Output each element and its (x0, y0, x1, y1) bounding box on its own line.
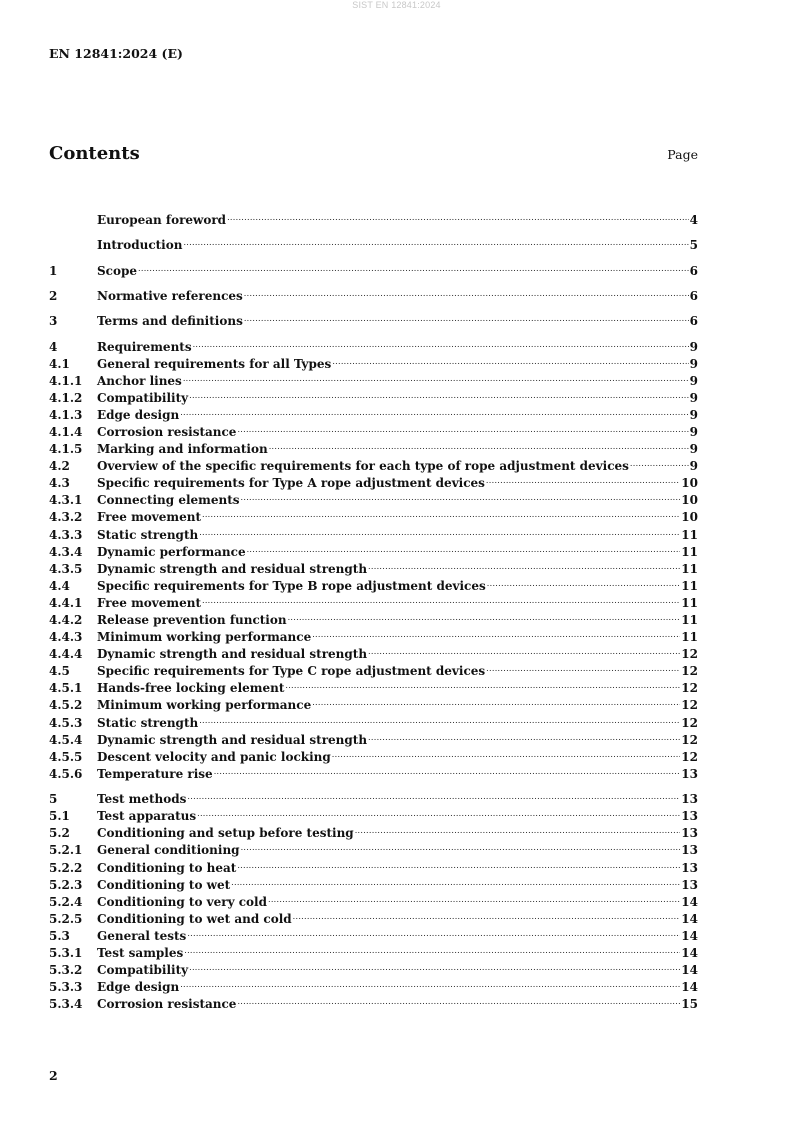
toc-entry-title[interactable]: General conditioning (97, 843, 240, 858)
toc-entry-number: 4.1.2 (49, 390, 83, 405)
toc-dot-leader (332, 744, 681, 761)
toc-entry-number: 5.2.2 (49, 860, 83, 875)
toc-entry-number: 4.4.3 (49, 630, 83, 645)
toc-entry-number: 5.3.4 (49, 997, 83, 1012)
toc-entry-number: 5.2.4 (49, 894, 83, 909)
toc-entry-title[interactable]: Overview of the specific requirements for each type of rope adjustment devices (97, 459, 629, 474)
toc-dot-leader (138, 258, 689, 275)
toc-entry-title[interactable]: Corrosion resistance (97, 424, 237, 439)
toc-dot-leader (269, 436, 689, 453)
toc-entry-number: 4.3.2 (49, 510, 83, 525)
toc-entry-page: 11 (681, 561, 698, 576)
toc-dot-leader (247, 539, 681, 556)
toc-entry-page: 13 (681, 826, 698, 841)
toc-entry-page: 6 (689, 314, 698, 329)
toc-dot-leader (189, 957, 680, 974)
toc-entry-number: 5.2 (49, 826, 70, 841)
toc-entry-page: 13 (681, 877, 698, 892)
toc-dot-leader (241, 487, 681, 504)
toc-entry-page: 10 (681, 493, 698, 508)
toc-entry-title[interactable]: Anchor lines (97, 373, 182, 388)
table-of-contents (49, 207, 698, 1012)
toc-entry-page: 12 (681, 681, 698, 696)
toc-entry-number: 4.3.3 (49, 527, 83, 542)
toc-dot-leader (202, 590, 680, 607)
toc-entry-page: 13 (681, 809, 698, 824)
toc-entry[interactable] (49, 308, 698, 329)
toc-dot-leader (312, 624, 680, 641)
toc-entry-title[interactable]: Requirements (97, 339, 192, 354)
toc-entry-number: 4.5.6 (49, 766, 83, 781)
toc-dot-leader (288, 607, 681, 624)
toc-dot-leader (268, 889, 680, 906)
toc-entry-page: 12 (681, 715, 698, 730)
toc-entry-number: 5.2.1 (49, 843, 83, 858)
toc-entry-number: 4.1.4 (49, 424, 83, 439)
toc-dot-leader (237, 419, 688, 436)
toc-entry-page: 14 (681, 963, 698, 978)
toc-dot-leader (244, 308, 689, 325)
toc-entry-title[interactable]: Conditioning and setup before testing (97, 826, 354, 841)
toc-entry-number: 5.3.3 (49, 980, 83, 995)
toc-entry-page: 11 (681, 595, 698, 610)
toc-entry-page: 9 (689, 356, 698, 371)
toc-entry[interactable] (49, 333, 698, 354)
toc-entry-page: 13 (681, 843, 698, 858)
toc-entry-page: 12 (681, 732, 698, 747)
toc-dot-leader (285, 675, 680, 692)
toc-entry-number: 1 (49, 263, 58, 278)
toc-entry-number: 5.2.3 (49, 877, 83, 892)
toc-dot-leader (237, 991, 680, 1008)
toc-entry-title[interactable]: European foreword (97, 213, 227, 228)
toc-entry-number: 4.5.5 (49, 749, 83, 764)
toc-entry-page: 6 (689, 288, 698, 303)
toc-entry-page: 9 (689, 373, 698, 388)
toc-entry-title[interactable]: Conditioning to wet (97, 877, 231, 892)
toc-entry-title[interactable]: Corrosion resistance (97, 997, 237, 1012)
toc-entry-page: 9 (689, 442, 698, 457)
toc-dot-leader (293, 906, 681, 923)
toc-entry-title[interactable]: General requirements for all Types (97, 356, 332, 371)
toc-entry-page: 14 (681, 928, 698, 943)
toc-entry-number: 4.5.3 (49, 715, 83, 730)
toc-entry-page: 12 (681, 749, 698, 764)
toc-entry-page: 14 (681, 911, 698, 926)
toc-entry-number: 5.2.5 (49, 911, 83, 926)
toc-entry-title[interactable]: Conditioning to wet and cold (97, 911, 292, 926)
toc-entry-page: 6 (689, 263, 698, 278)
toc-dot-leader (199, 521, 680, 538)
toc-entry-number: 4.1 (49, 356, 70, 371)
toc-dot-leader (237, 854, 680, 871)
toc-entry-title[interactable]: Dynamic strength and residual strength (97, 561, 368, 576)
toc-entry-number: 2 (49, 288, 58, 303)
toc-dot-leader (241, 837, 681, 854)
toc-dot-leader (202, 504, 680, 521)
toc-dot-leader (214, 761, 681, 778)
toc-entry-page: 11 (681, 578, 698, 593)
toc-entry-title[interactable]: Marking and information (97, 442, 268, 457)
page-column-label: Page (667, 147, 698, 162)
toc-entry-page: 9 (689, 407, 698, 422)
toc-dot-leader (184, 940, 680, 957)
toc-entry-title[interactable]: Free movement (97, 510, 201, 525)
toc-dot-leader (244, 283, 689, 300)
toc-entry-number: 4.3 (49, 476, 70, 491)
footer-page-number: 2 (49, 1068, 58, 1083)
toc-dot-leader (193, 333, 689, 350)
toc-entry-title[interactable]: Edge design (97, 980, 180, 995)
toc-dot-leader (231, 872, 680, 889)
toc-entry[interactable] (49, 232, 698, 253)
toc-entry-number: 5 (49, 792, 58, 807)
toc-entry[interactable] (49, 207, 698, 228)
toc-entry-number: 4.3.5 (49, 561, 83, 576)
toc-entry-title[interactable]: Static strength (97, 715, 199, 730)
toc-dot-leader (368, 727, 680, 744)
toc-entry-number: 5.3.2 (49, 963, 83, 978)
toc-entry-number: 3 (49, 314, 58, 329)
toc-entry-number: 4.4.2 (49, 613, 83, 627)
toc-entry-title[interactable]: Release prevention function (97, 613, 287, 627)
toc-entry-page: 10 (681, 476, 698, 491)
toc-dot-leader (368, 641, 680, 658)
toc-dot-leader (189, 385, 689, 402)
toc-dot-leader (227, 207, 689, 224)
toc-dot-leader (487, 573, 681, 590)
toc-entry-number: 4.5.1 (49, 681, 83, 696)
toc-entry-page: 11 (681, 544, 698, 559)
toc-entry-page: 9 (689, 339, 698, 354)
toc-entry-page: 14 (681, 980, 698, 995)
toc-entry-title[interactable]: Specific requirements for Type A rope adjustment devices (97, 476, 485, 491)
toc-entry-title[interactable]: Terms and definitions (97, 314, 243, 329)
toc-entry-page: 13 (681, 792, 698, 807)
toc-entry-title[interactable]: Dynamic performance (97, 544, 246, 559)
document-id: EN 12841:2024 (E) (49, 46, 183, 61)
watermark: SIST EN 12841:2024 (352, 0, 441, 10)
toc-entry-title[interactable]: Dynamic strength and residual strength (97, 647, 368, 662)
toc-entry-page: 9 (689, 390, 698, 405)
toc-dot-leader (312, 692, 680, 709)
toc-entry-page: 9 (689, 459, 698, 474)
toc-dot-leader (332, 351, 688, 368)
toc-entry-number: 4.4.1 (49, 595, 83, 610)
toc-dot-leader (486, 470, 680, 487)
toc-dot-leader (187, 786, 680, 803)
toc-entry-page: 13 (681, 860, 698, 875)
toc-entry-title[interactable]: Compatibility (97, 963, 189, 978)
toc-dot-leader (630, 453, 689, 470)
toc-entry-title[interactable]: Normative references (97, 288, 243, 303)
contents-title: Contents (49, 143, 140, 164)
toc-entry-number: 5.3 (49, 928, 70, 943)
toc-entry-page: 4 (689, 213, 698, 228)
toc-entry-page: 10 (681, 510, 698, 525)
toc-dot-leader (187, 923, 680, 940)
toc-entry-page: 5 (689, 238, 698, 253)
toc-entry-number: 4 (49, 339, 58, 354)
toc-entry-title[interactable]: Test methods (97, 792, 187, 807)
toc-entry-page: 14 (681, 894, 698, 909)
toc-dot-leader (486, 658, 680, 675)
toc-entry-number: 5.1 (49, 809, 70, 824)
toc-entry[interactable] (49, 258, 698, 278)
toc-entry-title[interactable]: Conditioning to heat (97, 860, 237, 875)
toc-entry-number: 4.4.4 (49, 647, 83, 662)
toc-entry-number: 4.1.3 (49, 407, 83, 422)
toc-dot-leader (199, 709, 680, 726)
toc-dot-leader (368, 556, 680, 573)
toc-entry-number: 4.2 (49, 459, 70, 474)
toc-entry-page: 14 (681, 945, 698, 960)
toc-entry-title[interactable]: Edge design (97, 407, 180, 422)
toc-entry-title[interactable]: Minimum working performance (97, 698, 312, 713)
toc-entry-title[interactable]: Free movement (97, 595, 201, 610)
toc-entry-title[interactable]: Hands-free locking element (97, 681, 285, 696)
toc-entry-number: 4.5 (49, 664, 70, 679)
toc-dot-leader (180, 402, 688, 419)
toc-entry-title[interactable]: Static strength (97, 527, 199, 542)
toc-entry-page: 13 (681, 766, 698, 781)
toc-entry[interactable] (49, 786, 698, 807)
toc-entry-page: 12 (681, 647, 698, 662)
toc-entry-title[interactable]: Minimum working performance (97, 630, 312, 645)
toc-entry-title[interactable]: Descent velocity and panic locking (97, 749, 331, 764)
toc-entry-title[interactable]: Dynamic strength and residual strength (97, 732, 368, 747)
toc-entry-page: 11 (681, 613, 698, 627)
toc-dot-leader (355, 820, 681, 837)
toc-entry[interactable] (49, 283, 698, 303)
toc-entry-title[interactable]: Compatibility (97, 390, 189, 405)
toc-entry-title[interactable]: Temperature rise (97, 766, 213, 781)
toc-entry-title[interactable]: Conditioning to very cold (97, 894, 267, 909)
toc-entry-number: 4.1.1 (49, 373, 83, 388)
toc-entry-number: 5.3.1 (49, 945, 83, 960)
toc-entry-page: 11 (681, 630, 698, 645)
toc-entry-page: 11 (681, 527, 698, 542)
toc-entry-title[interactable]: Introduction (97, 238, 183, 253)
toc-entry-number: 4.4 (49, 578, 70, 593)
toc-dot-leader (183, 232, 688, 249)
toc-entry-page: 9 (689, 424, 698, 439)
toc-entry-title[interactable]: Scope (97, 263, 138, 278)
toc-entry-page: 12 (681, 698, 698, 713)
toc-entry-number: 4.3.4 (49, 544, 83, 559)
toc-entry-number: 4.1.5 (49, 442, 83, 457)
toc-entry-number: 4.5.4 (49, 732, 83, 747)
toc-entry-title[interactable]: General tests (97, 928, 187, 943)
toc-entry-title[interactable]: Connecting elements (97, 493, 240, 508)
toc-entry-title[interactable]: Test apparatus (97, 809, 197, 824)
toc-dot-leader (197, 803, 680, 820)
toc-dot-leader (183, 368, 689, 385)
toc-entry-title[interactable]: Test samples (97, 945, 184, 960)
toc-entry-title[interactable]: Specific requirements for Type C rope adjustment devices (97, 664, 486, 679)
toc-entry-title[interactable]: Specific requirements for Type B rope adjustment devices (97, 578, 486, 593)
toc-entry-number: 4.5.2 (49, 698, 83, 713)
toc-entry-page: 12 (681, 664, 698, 679)
toc-entry-page: 15 (681, 997, 698, 1012)
toc-dot-leader (180, 974, 680, 991)
toc-entry-number: 4.3.1 (49, 493, 83, 508)
